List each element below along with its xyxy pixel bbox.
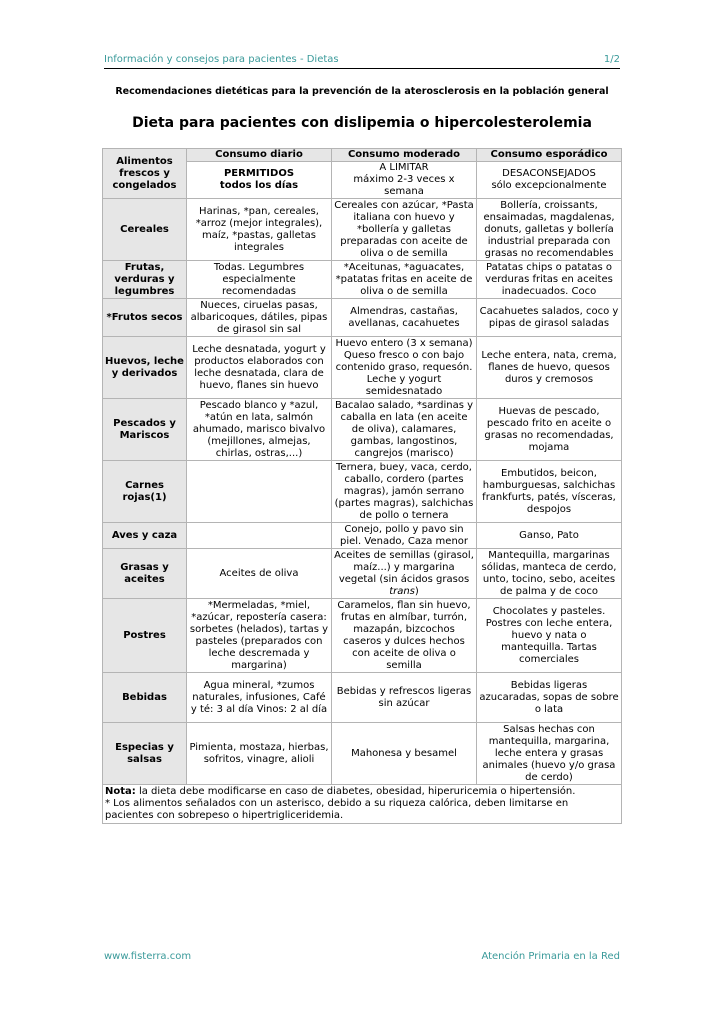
cell-esporadico: Cacahuetes salados, coco y pipas de girasol saladas: [477, 299, 622, 337]
subheader-sub: todos los días: [219, 180, 299, 191]
row-category: *Frutos secos: [103, 299, 187, 337]
cell-moderado-italic: trans: [389, 585, 415, 597]
subheader-main: PERMITIDOS: [223, 168, 295, 179]
cell-esporadico: Ganso, Pato: [477, 523, 622, 549]
subheader-sub: sólo excepcionalmente: [491, 180, 607, 191]
cell-diario: Agua mineral, *zumos naturales, infusiones, Café y té: 3 al día Vinos: 2 al día: [187, 673, 332, 723]
cell-diario: *Mermeladas, *miel, *azúcar, repostería casera: sorbetes (helados), tartas y pasteles (preparados con leche descremada y margarina): [187, 599, 332, 673]
table-row: [103, 299, 622, 337]
subheader-a-limitar: [332, 162, 477, 199]
row-category: Cereales: [103, 199, 187, 261]
table-row: [103, 199, 622, 261]
table-row: [103, 673, 622, 723]
page-header: [104, 54, 620, 69]
cell-moderado: *Aceitunas, *aguacates, *patatas fritas en aceite de oliva o de semilla: [332, 261, 477, 299]
cell-diario: Nueces, ciruelas pasas, albaricoques, dátiles, pipas de girasol sin sal: [187, 299, 332, 337]
cell-diario: Harinas, *pan, cereales, *arroz (mejor integrales), maíz, *pastas, galletas integrales: [187, 199, 332, 261]
cell-moderado: Bacalao salado, *sardinas y caballa en lata (en aceite de oliva), calamares, gambas, langostinos, cangrejos (marisco): [332, 399, 477, 461]
cell-esporadico: Bollería, croissants, ensaimadas, magdalenas, donuts, galletas y bollería industrial preparada con grasas no recomendables: [477, 199, 622, 261]
row-category: Bebidas: [103, 673, 187, 723]
cell-esporadico: Chocolates y pasteles. Postres con leche entera, huevo y nata o mantequilla. Tartas comerciales: [477, 599, 622, 673]
row-category: Huevos, leche y derivados: [103, 337, 187, 399]
cell-esporadico: Mantequilla, margarinas sólidas, manteca de cerdo, unto, tocino, sebo, aceites de palma y de coco: [477, 549, 622, 599]
column-header-moderado: Consumo moderado: [332, 149, 477, 162]
table-row: [103, 599, 622, 673]
cell-moderado-end: ): [414, 585, 419, 597]
cell-esporadico: Embutidos, beicon, hamburguesas, salchichas frankfurts, patés, vísceras, despojos: [477, 461, 622, 523]
table-note: [103, 785, 622, 824]
row-category: Carnes rojas(1): [103, 461, 187, 523]
table-row: [103, 549, 622, 599]
cell-diario: Aceites de oliva: [187, 549, 332, 599]
table-row: [103, 399, 622, 461]
cell-esporadico: Huevas de pescado, pescado frito en aceite o grasas no recomendadas, mojama: [477, 399, 622, 461]
cell-moderado: [332, 549, 477, 599]
cell-moderado: Caramelos, flan sin huevo, frutas en almíbar, turrón, mazapán, bizcochos caseros y dulces hechos con aceite de oliva o semilla: [332, 599, 477, 673]
row-category: Frutas, verduras y legumbres: [103, 261, 187, 299]
cell-moderado: Ternera, buey, vaca, cerdo, caballo, cordero (partes magras), jamón serrano (partes magras), salchichas de pollo o ternera: [332, 461, 477, 523]
cell-diario: Pimienta, mostaza, hierbas, sofritos, vinagre, alioli: [187, 723, 332, 785]
cell-moderado: Mahonesa y besamel: [332, 723, 477, 785]
note-asterisk-text: * Los alimentos señalados con un asterisco, debido a su riqueza calórica, deben limitarse en pacientes con sobrepeso o hipertrigliceridemia.: [105, 798, 569, 821]
cell-esporadico: Leche entera, nata, crema, flanes de huevo, quesos duros y cremosos: [477, 337, 622, 399]
corner-header: Alimentos frescos y congelados: [103, 149, 187, 199]
cell-diario: [187, 461, 332, 523]
cell-diario: Pescado blanco y *azul, *atún en lata, salmón ahumado, marisco bivalvo (mejillones, almejas, chirlas, ostras,...): [187, 399, 332, 461]
row-category: Postres: [103, 599, 187, 673]
cell-moderado: Cereales con azúcar, *Pasta italiana con huevo y *bollería y galletas preparadas con aceite de oliva o de semilla: [332, 199, 477, 261]
cell-esporadico: Bebidas ligeras azucaradas, sopas de sobre o lata: [477, 673, 622, 723]
document-subtitle: Recomendaciones dietéticas para la prevención de la aterosclerosis en la población general: [115, 86, 609, 97]
subheader-desaconsejados: [477, 162, 622, 199]
row-category: Grasas y aceites: [103, 549, 187, 599]
cell-diario: [187, 523, 332, 549]
note-text: la dieta debe modificarse en caso de diabetes, obesidad, hiperuricemia o hipertensión.: [135, 786, 576, 797]
row-category: Aves y caza: [103, 523, 187, 549]
table-row: [103, 461, 622, 523]
header-title: Información y consejos para pacientes - Dietas: [104, 54, 339, 65]
page-number: 1/2: [603, 54, 620, 65]
cell-moderado: Conejo, pollo y pavo sin piel. Venado, Caza menor: [332, 523, 477, 549]
note-label: Nota:: [105, 786, 136, 797]
cell-moderado-text: Aceites de semillas (girasol, maíz...) y margarina vegetal (sin ácidos grasos: [334, 549, 474, 585]
table-row: [103, 723, 622, 785]
subheader-main: A LIMITAR: [379, 162, 429, 173]
subheader-permitidos: [187, 162, 332, 199]
subheader-main: DESACONSEJADOS: [502, 168, 596, 179]
cell-moderado: Bebidas y refrescos ligeras sin azúcar: [332, 673, 477, 723]
row-category: Pescados y Mariscos: [103, 399, 187, 461]
table-row: [103, 523, 622, 549]
diet-table: [102, 148, 622, 824]
cell-esporadico: Salsas hechas con mantequilla, margarina, leche entera y grasas animales (huevo y/o grasa de cerdo): [477, 723, 622, 785]
cell-esporadico: Patatas chips o patatas o verduras fritas en aceites inadecuados. Coco: [477, 261, 622, 299]
column-header-esporadico: Consumo esporádico: [477, 149, 622, 162]
row-category: Especias y salsas: [103, 723, 187, 785]
footer-website-link[interactable]: www.fisterra.com: [104, 951, 192, 962]
cell-moderado: Almendras, castañas, avellanas, cacahuetes: [332, 299, 477, 337]
footer-tagline: Atención Primaria en la Red: [481, 951, 620, 962]
table-row: [103, 261, 622, 299]
cell-diario: Todas. Legumbres especialmente recomendadas: [187, 261, 332, 299]
subheader-sub: máximo 2-3 veces x semana: [353, 174, 455, 197]
cell-diario: Leche desnatada, yogurt y productos elaborados con leche desnatada, clara de huevo, flanes sin huevo: [187, 337, 332, 399]
table-row: [103, 337, 622, 399]
note-row: [103, 785, 622, 824]
document-title: Dieta para pacientes con dislipemia o hipercolesterolemia: [132, 115, 592, 131]
cell-moderado: Huevo entero (3 x semana) Queso fresco o con bajo contenido graso, requesón. Leche y yogurt semidesnatado: [332, 337, 477, 399]
column-header-diario: Consumo diario: [187, 149, 332, 162]
